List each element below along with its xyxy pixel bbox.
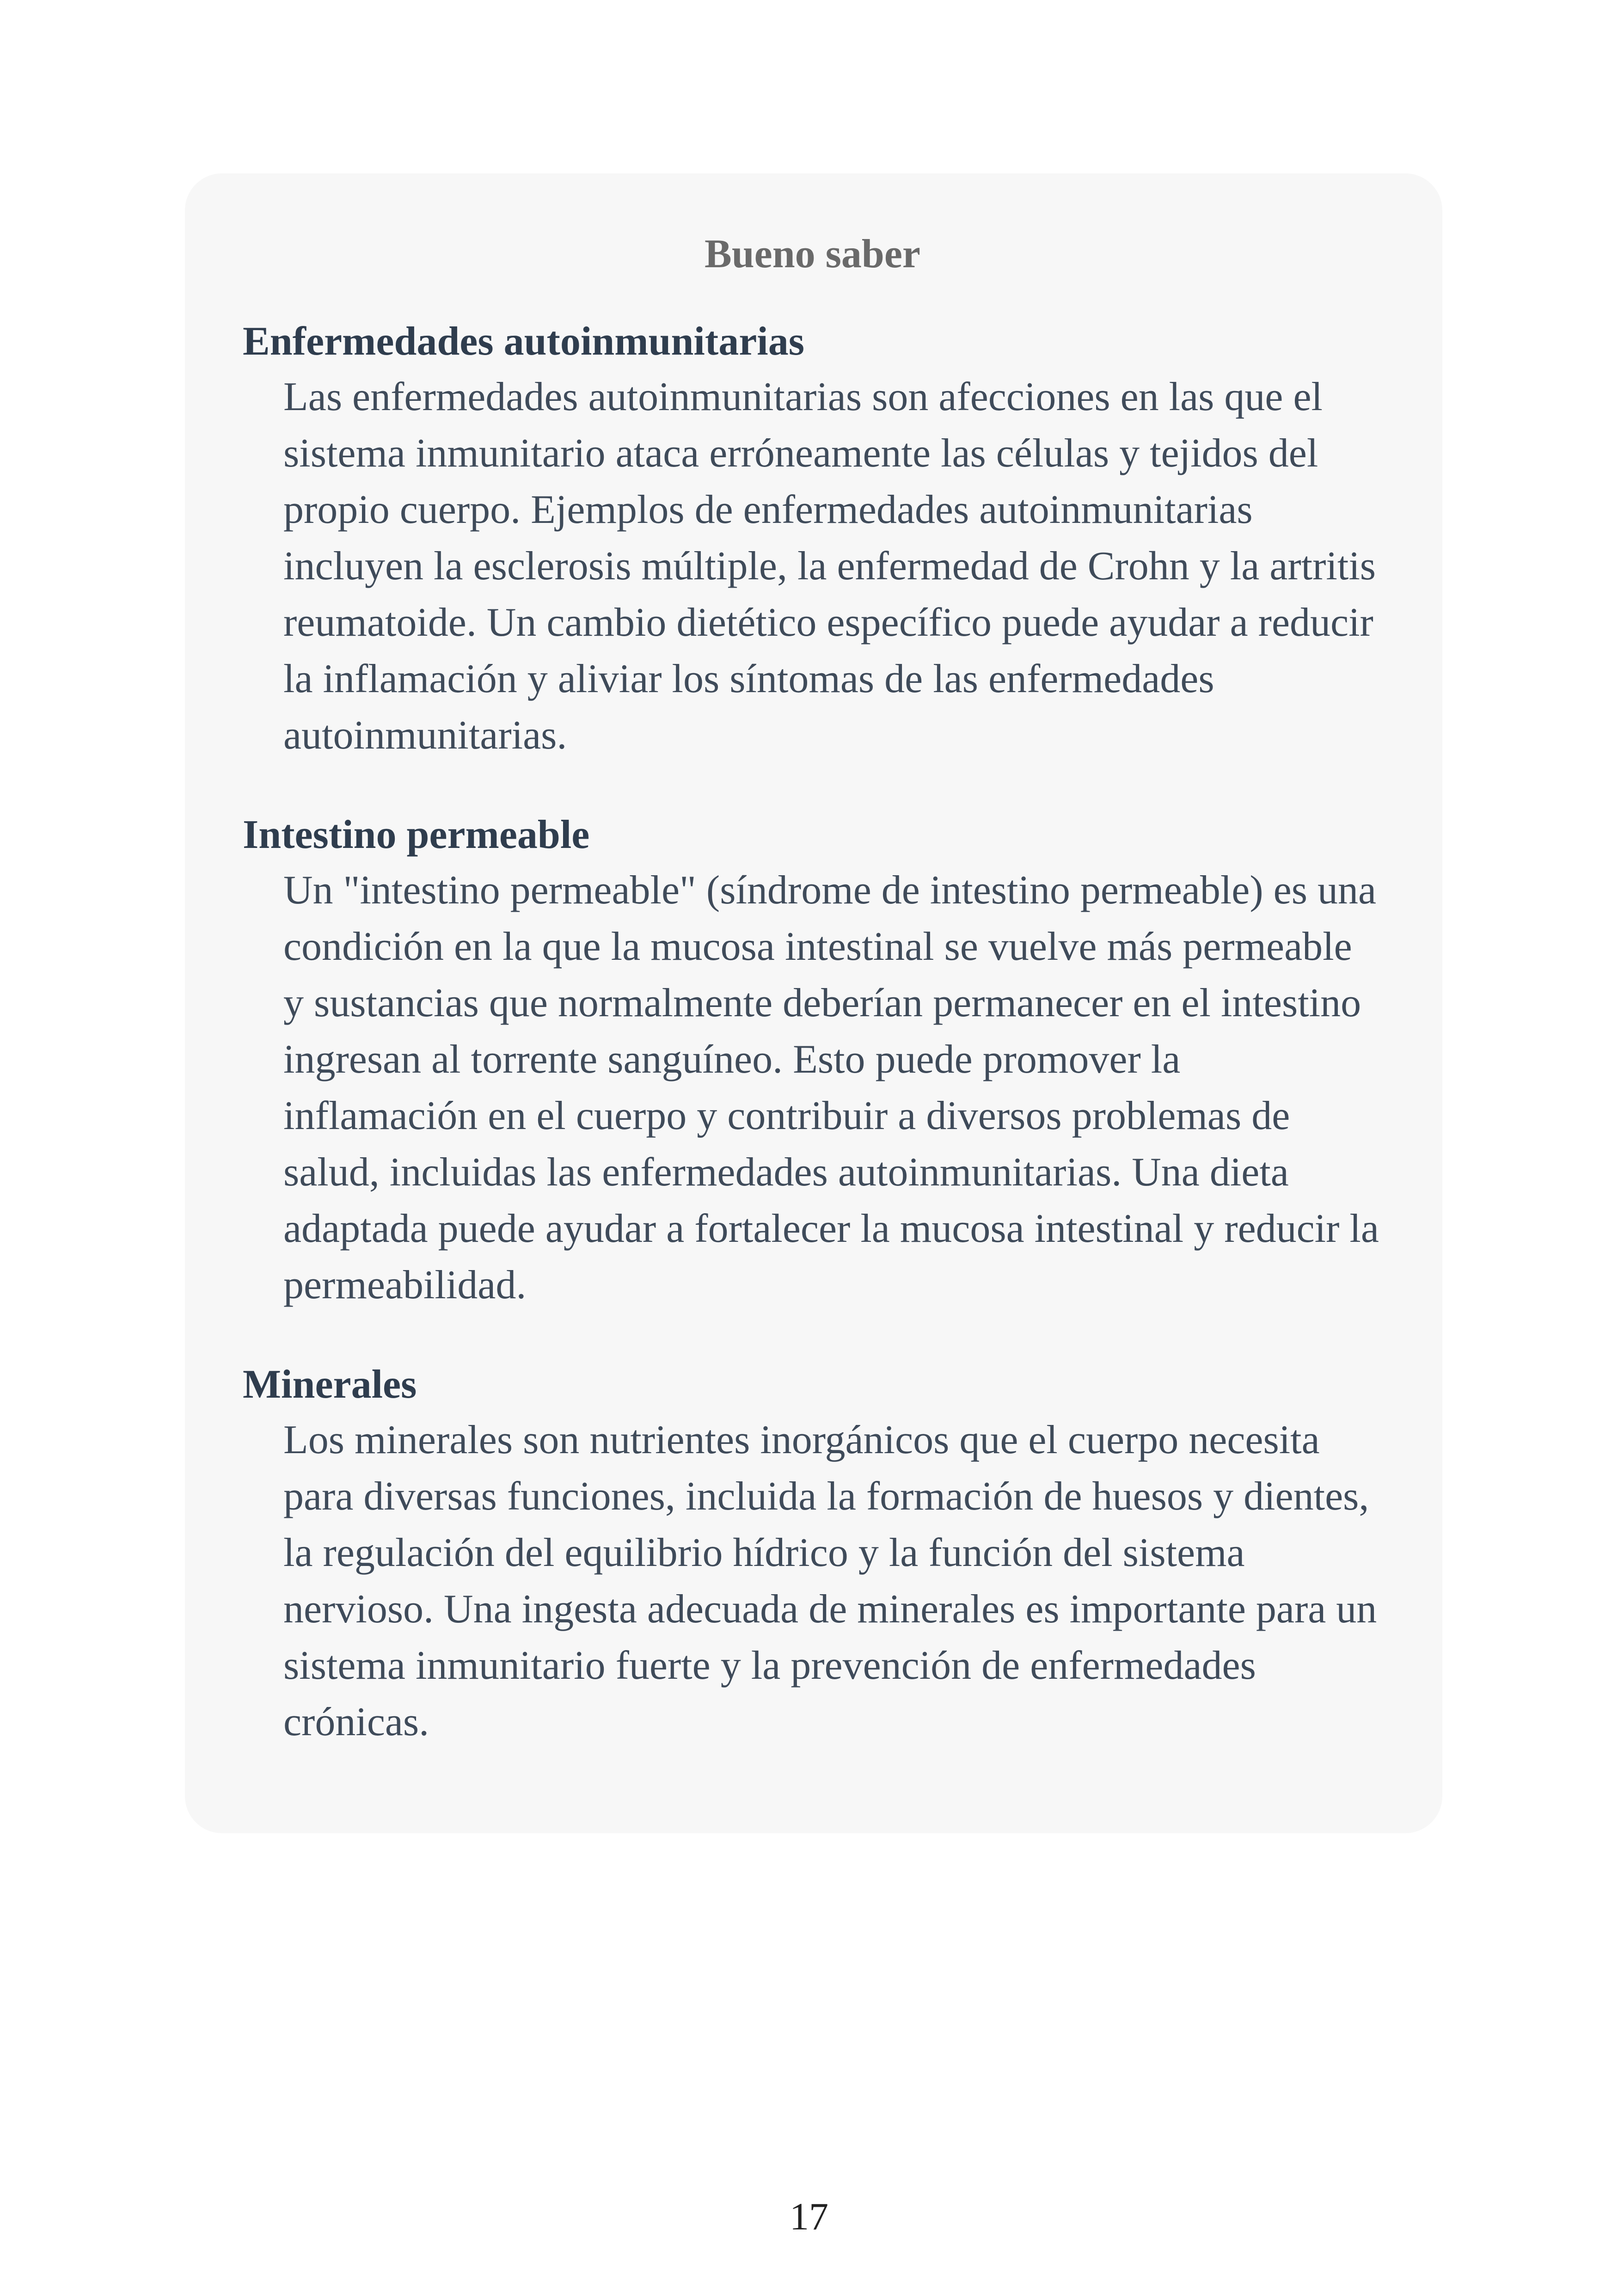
- info-box-title: Bueno saber: [705, 232, 920, 276]
- glossary-entry-minerals: [243, 1357, 1382, 1750]
- glossary-entry-leaky-gut: [243, 808, 1382, 1314]
- glossary-definition: Las enfermedades autoinmunitarias son afecciones en las que el sistema inmunitario ataca erróneamente las células y tejidos del propio cuerpo. Ejemplos de enfermedades autoinmunitarias incluyen la esclerosis múltiple, la enfermedad de Crohn y la artritis reumatoide. Un cambio dietético específico puede ayudar a reducir la inflamación y aliviar los síntomas de las enfermedades autoinmunitarias.: [283, 374, 1376, 758]
- glossary-term: Minerales: [243, 1362, 417, 1407]
- glossary-term: Intestino permeable: [243, 812, 590, 857]
- glossary-entry-autoimmune: [243, 314, 1382, 764]
- glossary-definition: Un "intestino permeable" (síndrome de intestino permeable) es una condición en la que la mucosa intestinal se vuelve más permeable y sustancias que normalmente deberían permanecer en el intestino ingresan al torrente sanguíneo. Esto puede promover la inflamación en el cuerpo y contribuir a diversos problemas de salud, incluidas las enfermedades autoinmunitarias. Una dieta adaptada puede ayudar a fortalecer la mucosa intestinal y reducir la permeabilidad.: [283, 868, 1379, 1308]
- glossary-definition: Los minerales son nutrientes inorgánicos que el cuerpo necesita para diversas funciones, incluida la formación de huesos y dientes, la regulación del equilibrio hídrico y la función del sistema nervioso. Una ingesta adecuada de minerales es importante para un sistema inmunitario fuerte y la prevención de enfermedades crónicas.: [283, 1418, 1377, 1744]
- info-box: [185, 173, 1442, 1833]
- glossary-term: Enfermedades autoinmunitarias: [243, 319, 804, 364]
- page-number: 17: [790, 2195, 828, 2238]
